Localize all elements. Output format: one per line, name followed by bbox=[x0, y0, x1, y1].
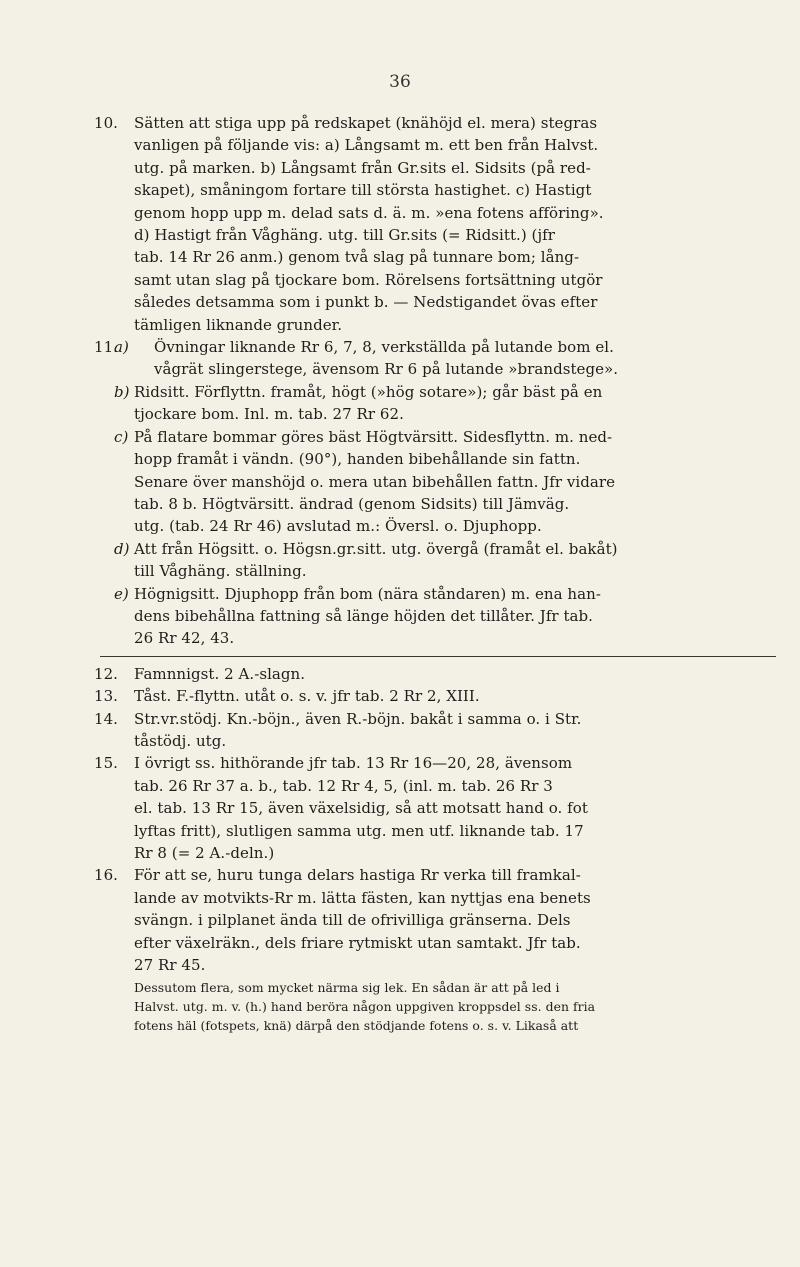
sub-letter: d) bbox=[114, 539, 130, 558]
text-line: vågrät slingerstege, ävensom Rr 6 på lutande »brandstege». bbox=[154, 360, 619, 379]
text-line: till Våghäng. ställning. bbox=[134, 562, 307, 581]
text-line: Högnigsitt. Djuphopp från bom (nära ståndaren) m. ena han- bbox=[134, 584, 601, 603]
entry-number: 10. bbox=[94, 114, 119, 132]
text-line: Dessutom flera, som mycket närma sig lek. En sådan är att på led i bbox=[134, 980, 560, 996]
text-line: lyftas fritt), slutligen samma utg. men utf. liknande tab. 17 bbox=[134, 821, 584, 840]
entry-number: 11. bbox=[94, 338, 119, 357]
text-line: genom hopp upp m. delad sats d. ä. m. »ena fotens afföring». bbox=[134, 203, 604, 222]
text-line: Övningar liknande Rr 6, 7, 8, verkställda på lutande bom el. bbox=[154, 338, 614, 357]
text-line: fotens häl (fotspets, knä) därpå den stödjande fotens o. s. v. Likaså att bbox=[134, 1018, 579, 1034]
text-line: tåstödj. utg. bbox=[134, 731, 227, 750]
text-line: el. tab. 13 Rr 15, även växelsidig, så att motsatt hand o. fot bbox=[134, 799, 588, 818]
entry-number: 16. bbox=[94, 866, 119, 885]
sub-item-d bbox=[114, 538, 776, 583]
text-line: dens bibehållna fattning så länge höjden det tillåter. Jfr tab. bbox=[134, 606, 593, 625]
text-line: tämligen liknande grunder. bbox=[134, 315, 343, 334]
text-line: hopp framåt i vändn. (90°), handen bibehållande sin fattn. bbox=[134, 450, 581, 469]
page-body bbox=[94, 112, 776, 1035]
text-line: utg. (tab. 24 Rr 46) avslutad m.: Översl. o. Djuphopp. bbox=[134, 517, 542, 536]
text-line: På flatare bommar göres bäst Högtvärsitt. Sidesflyttn. m. ned- bbox=[134, 427, 613, 446]
entry-11 bbox=[94, 336, 776, 650]
sub-item-e bbox=[114, 583, 776, 650]
entry-13 bbox=[94, 685, 776, 707]
text-line: Att från Högsitt. o. Högsn.gr.sitt. utg. övergå (framåt el. bakåt) bbox=[134, 539, 618, 558]
text-line: 26 Rr 42, 43. bbox=[134, 629, 235, 648]
text-line: skapet), småningom fortare till största hastighet. c) Hastigt bbox=[134, 181, 592, 200]
text-line: Famnnigst. 2 A.-slagn. bbox=[134, 664, 306, 683]
text-line: efter växelräkn., dels friare rytmiskt utan samtakt. Jfr tab. bbox=[134, 933, 581, 952]
text-line: tab. 26 Rr 37 a. b., tab. 12 Rr 4, 5, (inl. m. tab. 26 Rr 3 bbox=[134, 776, 553, 795]
sub-item-c bbox=[114, 426, 776, 538]
entry-10 bbox=[94, 112, 776, 336]
entry-text bbox=[134, 112, 776, 336]
section-divider bbox=[100, 656, 776, 657]
text-line: Ridsitt. Förflyttn. framåt, högt (»hög sotare»); går bäst på en bbox=[134, 382, 603, 401]
text-line: svängn. i pilplanet ända till de ofrivilliga gränserna. Dels bbox=[134, 911, 571, 930]
sub-letter: c) bbox=[114, 427, 129, 446]
entry-number: 15. bbox=[94, 754, 119, 773]
entry-number: 14. bbox=[94, 709, 119, 728]
text-line: Tåst. F.-flyttn. utåt o. s. v. jfr tab. 2 Rr 2, XIII. bbox=[134, 687, 480, 706]
sub-item-a bbox=[114, 336, 776, 381]
text-line: Halvst. utg. m. v. (h.) hand beröra någon uppgiven kroppsdel ss. den fria bbox=[134, 999, 596, 1015]
entry-number: 12. bbox=[94, 664, 119, 683]
entry-12 bbox=[94, 663, 776, 685]
page-number: 36 bbox=[389, 72, 411, 92]
entry-number: 13. bbox=[94, 687, 119, 706]
entry-14 bbox=[94, 708, 776, 753]
text-line: Senare över manshöjd o. mera utan bibehållen fattn. Jfr vidare bbox=[134, 472, 616, 491]
text-line: utg. på marken. b) Långsamt från Gr.sits el. Sidsits (på red- bbox=[134, 158, 591, 177]
text-line: I övrigt ss. hithörande jfr tab. 13 Rr 16—20, 28, ävensom bbox=[134, 754, 573, 773]
sub-item-b bbox=[114, 381, 776, 426]
text-line: tjockare bom. Inl. m. tab. 27 Rr 62. bbox=[134, 405, 404, 424]
text-line: Str.vr.stödj. Kn.-böjn., även R.-böjn. bakåt i samma o. i Str. bbox=[134, 709, 582, 728]
text-line: tab. 8 b. Högtvärsitt. ändrad (genom Sidsits) till Jämväg. bbox=[134, 494, 570, 513]
sub-letter: a) bbox=[114, 338, 129, 357]
text-line: vanligen på följande vis: a) Långsamt m. ett ben från Halvst. bbox=[134, 136, 599, 155]
text-line: Rr 8 (= 2 A.-deln.) bbox=[134, 844, 275, 862]
text-line: samt utan slag på tjockare bom. Rörelsens fortsättning utgör bbox=[134, 270, 603, 289]
text-line: således detsamma som i punkt b. — Nedstigandet övas efter bbox=[134, 293, 598, 312]
text-line: 27 Rr 45. bbox=[134, 956, 206, 975]
entry-15 bbox=[94, 752, 776, 864]
small-print-note bbox=[100, 978, 776, 1035]
text-line: lande av motvikts-Rr m. lätta fästen, kan nyttjas ena benets bbox=[134, 888, 591, 907]
sub-letter: e) bbox=[114, 584, 129, 603]
entry-16 bbox=[94, 864, 776, 976]
text-line: d) Hastigt från Våghäng. utg. till Gr.sits (= Ridsitt.) (jfr bbox=[134, 226, 555, 245]
text-line: tab. 14 Rr 26 anm.) genom två slag på tunnare bom; lång- bbox=[134, 248, 580, 267]
sub-letter: b) bbox=[114, 382, 130, 401]
text-line: Sätten att stiga upp på redskapet (knähöjd el. mera) stegras bbox=[134, 114, 598, 132]
text-line: För att se, huru tunga delars hastiga Rr verka till framkal- bbox=[134, 866, 581, 885]
